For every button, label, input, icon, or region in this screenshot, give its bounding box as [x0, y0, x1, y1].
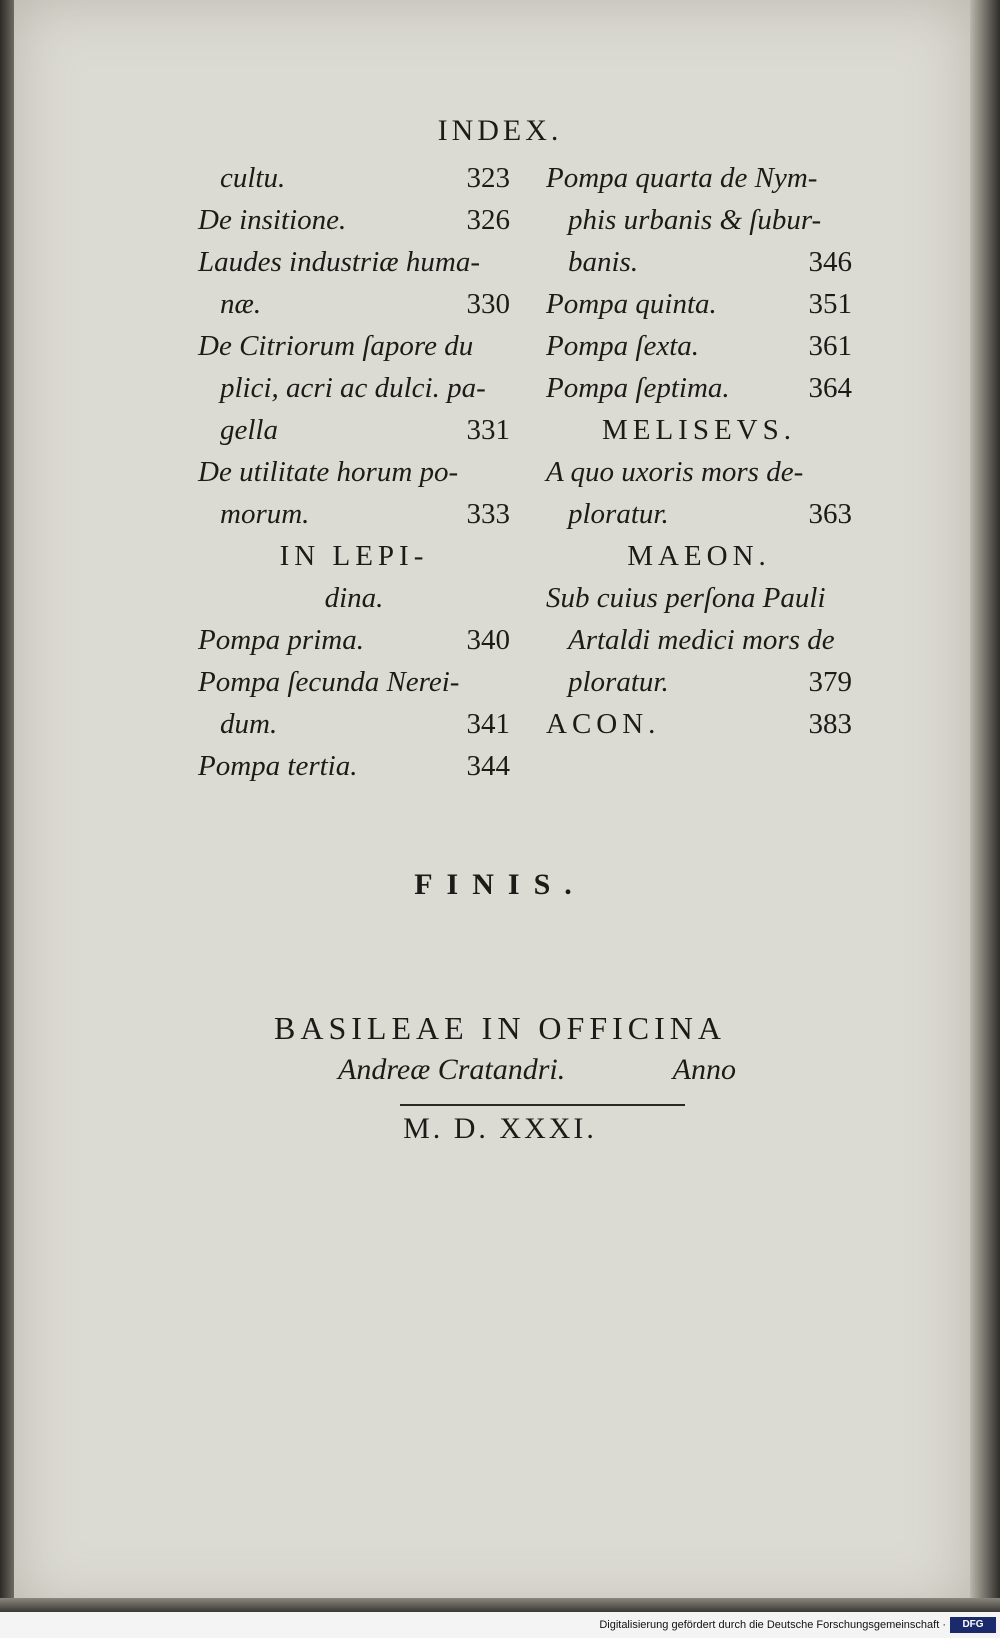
index-entry-text: dina. [324, 582, 384, 614]
index-page-number: 341 [466, 708, 510, 740]
imprint-printer: Andreæ Cratandri. [338, 1053, 566, 1086]
index-entry [546, 708, 852, 750]
index-entry [198, 498, 510, 540]
index-entry [198, 330, 510, 372]
index-entry [198, 666, 510, 708]
index-page-number: 383 [808, 708, 852, 740]
index-entry-text: De Citriorum ſapore du [198, 330, 474, 362]
index-entry-text: banis. [568, 246, 639, 278]
index-entry [546, 372, 852, 414]
index-entry [198, 246, 510, 288]
index-entry-text: phis urbanis & ſubur- [568, 204, 822, 236]
index-entry [198, 750, 510, 792]
index-entry-text: ploratur. [568, 666, 669, 698]
dfg-logo: DFG [950, 1617, 996, 1633]
index-entry-text: gella [220, 414, 278, 446]
index-entry [198, 372, 510, 414]
index-page-number: 326 [466, 204, 510, 236]
page-fore-edge [970, 0, 1000, 1612]
index-entry-text: IN LEPI- [279, 540, 429, 572]
imprint-place: BASILEAE IN OFFICINA [274, 1010, 726, 1046]
index-entry-text: De utilitate horum po- [198, 456, 459, 488]
index-entry [198, 414, 510, 456]
index-page-number: 361 [808, 330, 852, 362]
index-entry [546, 582, 852, 624]
index-entry-text: De insitione. [198, 204, 347, 236]
index-entry-text: ploratur. [568, 498, 669, 530]
index-page-number: 333 [466, 498, 510, 530]
index-page-number: 351 [808, 288, 852, 320]
finis-text: FINIS. [414, 868, 586, 901]
index-entry [198, 624, 510, 666]
index-entry-text: cultu. [220, 162, 286, 194]
index-entry [198, 288, 510, 330]
index-page-number: 340 [466, 624, 510, 656]
index-entry-text: Pompa quarta de Nym- [546, 162, 818, 194]
index-page-number: 331 [466, 414, 510, 446]
index-entry-text: dum. [220, 708, 278, 740]
index-entry-text: Pompa quinta. [546, 288, 717, 320]
index-entry-text: Pompa ſecunda Nerei- [198, 666, 460, 698]
running-header: INDEX. [437, 114, 563, 147]
index-right-column [546, 162, 852, 750]
index-entry [546, 456, 852, 498]
index-page-number: 330 [466, 288, 510, 320]
index-entry-text: Laudes industriæ huma- [198, 246, 480, 278]
index-entry [546, 246, 852, 288]
index-entry [546, 330, 852, 372]
index-entry [546, 540, 852, 582]
index-entry-text: Pompa ſexta. [546, 330, 700, 362]
index-entry [546, 414, 852, 456]
imprint-anno: Anno [672, 1053, 736, 1086]
index-entry [546, 624, 852, 666]
index-page-number: 344 [466, 750, 510, 782]
index-entry-text: Pompa ſeptima. [546, 372, 730, 404]
index-entry [198, 708, 510, 750]
index-entry-text: næ. [220, 288, 262, 320]
index-page-number: 379 [808, 666, 852, 698]
index-entry [546, 204, 852, 246]
book-gutter-edge [0, 0, 14, 1612]
index-entry-text: morum. [220, 498, 310, 530]
index-entry-text: Pompa tertia. [198, 750, 358, 782]
imprint-rule [400, 1104, 685, 1106]
imprint-printer-line [338, 1053, 758, 1087]
index-entry [198, 582, 510, 624]
index-entry-text: Artaldi medici mors de [568, 624, 835, 656]
index-entry-text: MAEON. [627, 540, 771, 572]
imprint-date: M. D. XXXI. [403, 1112, 597, 1145]
index-entry [546, 162, 852, 204]
digitization-credit: Digitalisierung gefördert durch die Deutsche Forschungsgemeinschaft · [599, 1619, 946, 1631]
index-page-number: 346 [808, 246, 852, 278]
index-entry-text: MELISEVS. [601, 414, 797, 446]
index-page-number: 364 [808, 372, 852, 404]
index-entry [546, 498, 852, 540]
index-page-number: 363 [808, 498, 852, 530]
index-entry-text: ACON. [546, 708, 661, 740]
index-entry [198, 204, 510, 246]
page-bottom-edge [0, 1598, 1000, 1612]
index-entry-text: Pompa prima. [198, 624, 364, 656]
index-entry [198, 162, 510, 204]
index-entry-text: plici, acri ac dulci. pa- [220, 372, 486, 404]
index-page-number: 323 [466, 162, 510, 194]
index-entry [546, 666, 852, 708]
index-entry-text: Sub cuius perſona Pauli [546, 582, 826, 614]
index-entry [198, 456, 510, 498]
index-entry [546, 288, 852, 330]
index-left-column [198, 162, 510, 792]
index-entry-text: A quo uxoris mors de- [546, 456, 804, 488]
index-entry [198, 540, 510, 582]
